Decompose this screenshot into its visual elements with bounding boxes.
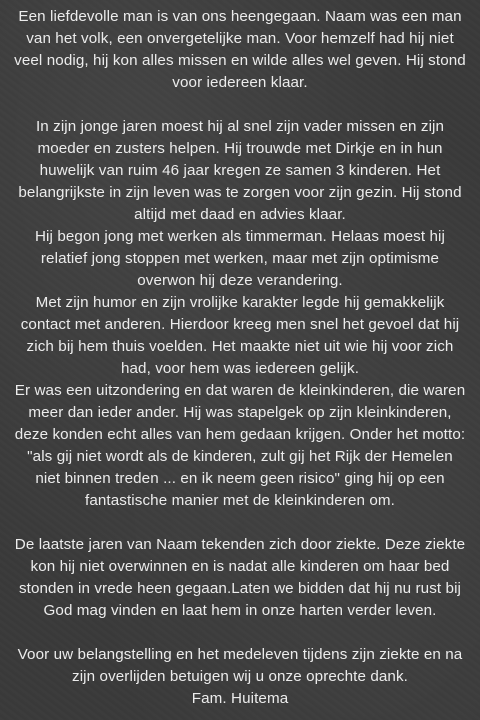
paragraph-gap [14,94,466,116]
paragraph-gap [14,622,466,644]
family-signature: Fam. Huitema [191,690,289,707]
illness-paragraph: De laatste jaren van Naam tekenden zich door ziekte. Deze ziekte kon hij niet overwinnen en is nadat alle kinderen om haar bed stonden in vrede heen gegaan.Laten we bidden dat hij nu rust bij God mag vinden en laat hem in onze harten verder leven. [14,536,466,619]
grandchildren-paragraph: Er was een uitzondering en dat waren de kleinkinderen, die waren meer dan ieder ander. Hij was stapelgek op zijn kleinkinderen, deze konden echt alles van hem gedaan krijgen. Onder het motto: "als gij niet wordt als de kinderen, zult gij het Rijk der Hemelen niet binnen treden ... en ik neem geen risico" ging hij op een fantastische manier met de kleinkinderen om. [14,382,466,509]
intro-paragraph: Een liefdevolle man is van ons heengegaan. Naam was een man van het volk, een onvergetelijke man. Voor hemzelf had hij niet veel nodig, hij kon alles missen en wilde alles wel geven. Hij stond voor iedereen klaar. [14,8,466,91]
paragraph-gap [14,512,466,534]
work-paragraph: Hij begon jong met werken als timmerman. Helaas moest hij relatief jong stoppen met werken, maar met zijn optimisme overwon hij deze verandering. [34,228,446,289]
youth-paragraph: In zijn jonge jaren moest hij al snel zijn vader missen en zijn moeder en zusters helpen. Hij trouwde met Dirkje en in hun huwelijk van ruim 46 jaar kregen ze samen 3 kinderen. Het belangrijkste in zijn leven was te zorgen voor zijn gezin. Hij stond altijd met daad en advies klaar. [18,118,462,223]
thanks-paragraph: Voor uw belangstelling en het medeleven tijdens zijn ziekte en na zijn overlijden betuigen wij u onze oprechte dank. [17,646,463,685]
character-paragraph: Met zijn humor en zijn vrolijke karakter legde hij gemakkelijk contact met anderen. Hierdoor kreeg men snel het gevoel dat hij zich bij hem thuis voelden. Het maakte niet uit wie hij voor zich had, voor hem was iedereen gelijk. [20,294,460,377]
